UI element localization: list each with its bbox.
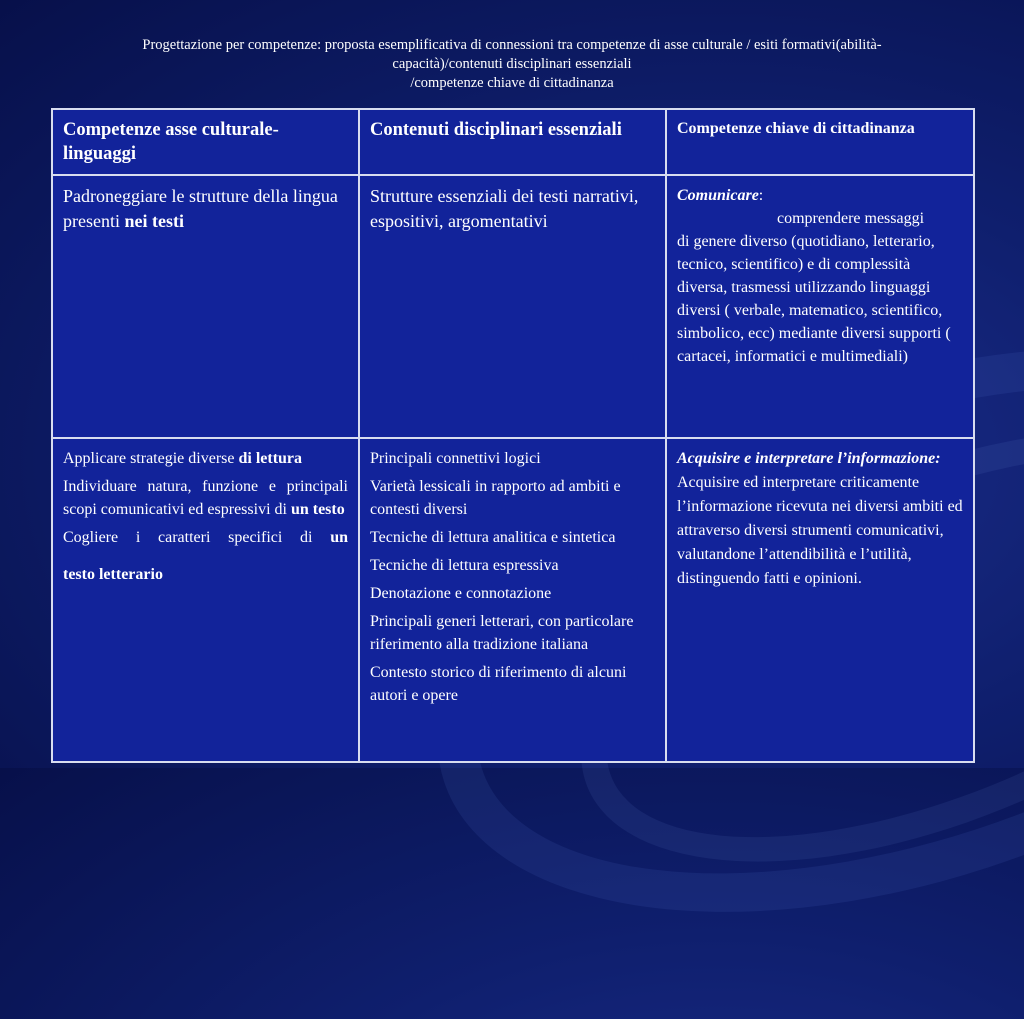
title-line: Progettazione per competenze: proposta esemplificativa di connessioni tra competenze di asse culturale / esiti formativi(abilità- <box>142 37 882 53</box>
table-cell <box>52 175 359 438</box>
title-line: capacità)/contenuti disciplinari essenziali <box>392 56 632 72</box>
table-cell <box>359 438 666 762</box>
cell-bold-text: di lettura <box>238 450 303 467</box>
cell-bold-text: nei testi <box>124 211 184 231</box>
title-line: /competenze chiave di cittadinanza <box>410 75 614 91</box>
cell-paragraph <box>63 526 348 549</box>
cell-text: Acquisire ed interpretare criticamente l’informazione ricevuta nei diversi ambiti ed attraverso diversi strumenti comunicativi, valutandone l’attendibilità e l’utilità, distinguendo fatti e opinioni. <box>677 474 963 587</box>
cell-text: Individuare natura, funzione e principali scopi comunicativi ed espressivi di <box>63 478 348 518</box>
cell-text: di genere diverso (quotidiano, letterario, tecnico, scientifico) e di complessità diversa, trasmessi utilizzando linguaggi diversi ( verbale, matematico, scientifico, simbolico, ecc) mediante diversi supporti ( cartacei, informatici e multimediali) <box>677 233 951 365</box>
cell-text: : <box>758 187 764 204</box>
header-cell: Contenuti disciplinari essenziali <box>359 109 666 175</box>
competence-label: Acquisire e interpretare l’informazione: <box>677 450 941 467</box>
cell-text: comprendere messaggi <box>777 210 925 227</box>
cell-bold-text: testo letterario <box>63 566 163 583</box>
table-row <box>52 438 974 762</box>
table-cell <box>666 438 974 762</box>
header-cell: Competenze asse culturale-linguaggi <box>52 109 359 175</box>
content-item: Tecniche di lettura espressiva <box>370 557 559 574</box>
content-item: Varietà lessicali in rapporto ad ambiti e contesti diversi <box>370 478 621 518</box>
slide-title <box>60 36 964 93</box>
cell-bold-text: un <box>330 529 348 546</box>
cell-paragraph <box>63 447 348 470</box>
cell-paragraph <box>63 475 348 521</box>
cell-bold-text: un testo <box>290 501 345 518</box>
table-row <box>52 175 974 438</box>
content-item: Tecniche di lettura analitica e sintetica <box>370 529 616 546</box>
table-cell <box>666 175 974 438</box>
content-item: Denotazione e connotazione <box>370 585 552 602</box>
table-cell <box>52 438 359 762</box>
content-item: Principali generi letterari, con particolare riferimento alla tradizione italiana <box>370 613 634 653</box>
cell-text: Cogliere i caratteri specifici di <box>63 529 331 546</box>
cell-text: Padroneggiare le strutture della lingua presenti <box>63 186 338 231</box>
content-item: Contesto storico di riferimento di alcuni autori e opere <box>370 664 627 704</box>
content-item: Principali connettivi logici <box>370 450 541 467</box>
header-row <box>52 109 974 175</box>
table-cell: Strutture essenziali dei testi narrativi, espositivi, argomentativi <box>359 175 666 438</box>
header-cell: Competenze chiave di cittadinanza <box>666 109 974 175</box>
competences-table <box>51 108 975 763</box>
competence-label: Comunicare <box>677 187 759 204</box>
cell-text: Applicare strategie diverse <box>63 450 239 467</box>
